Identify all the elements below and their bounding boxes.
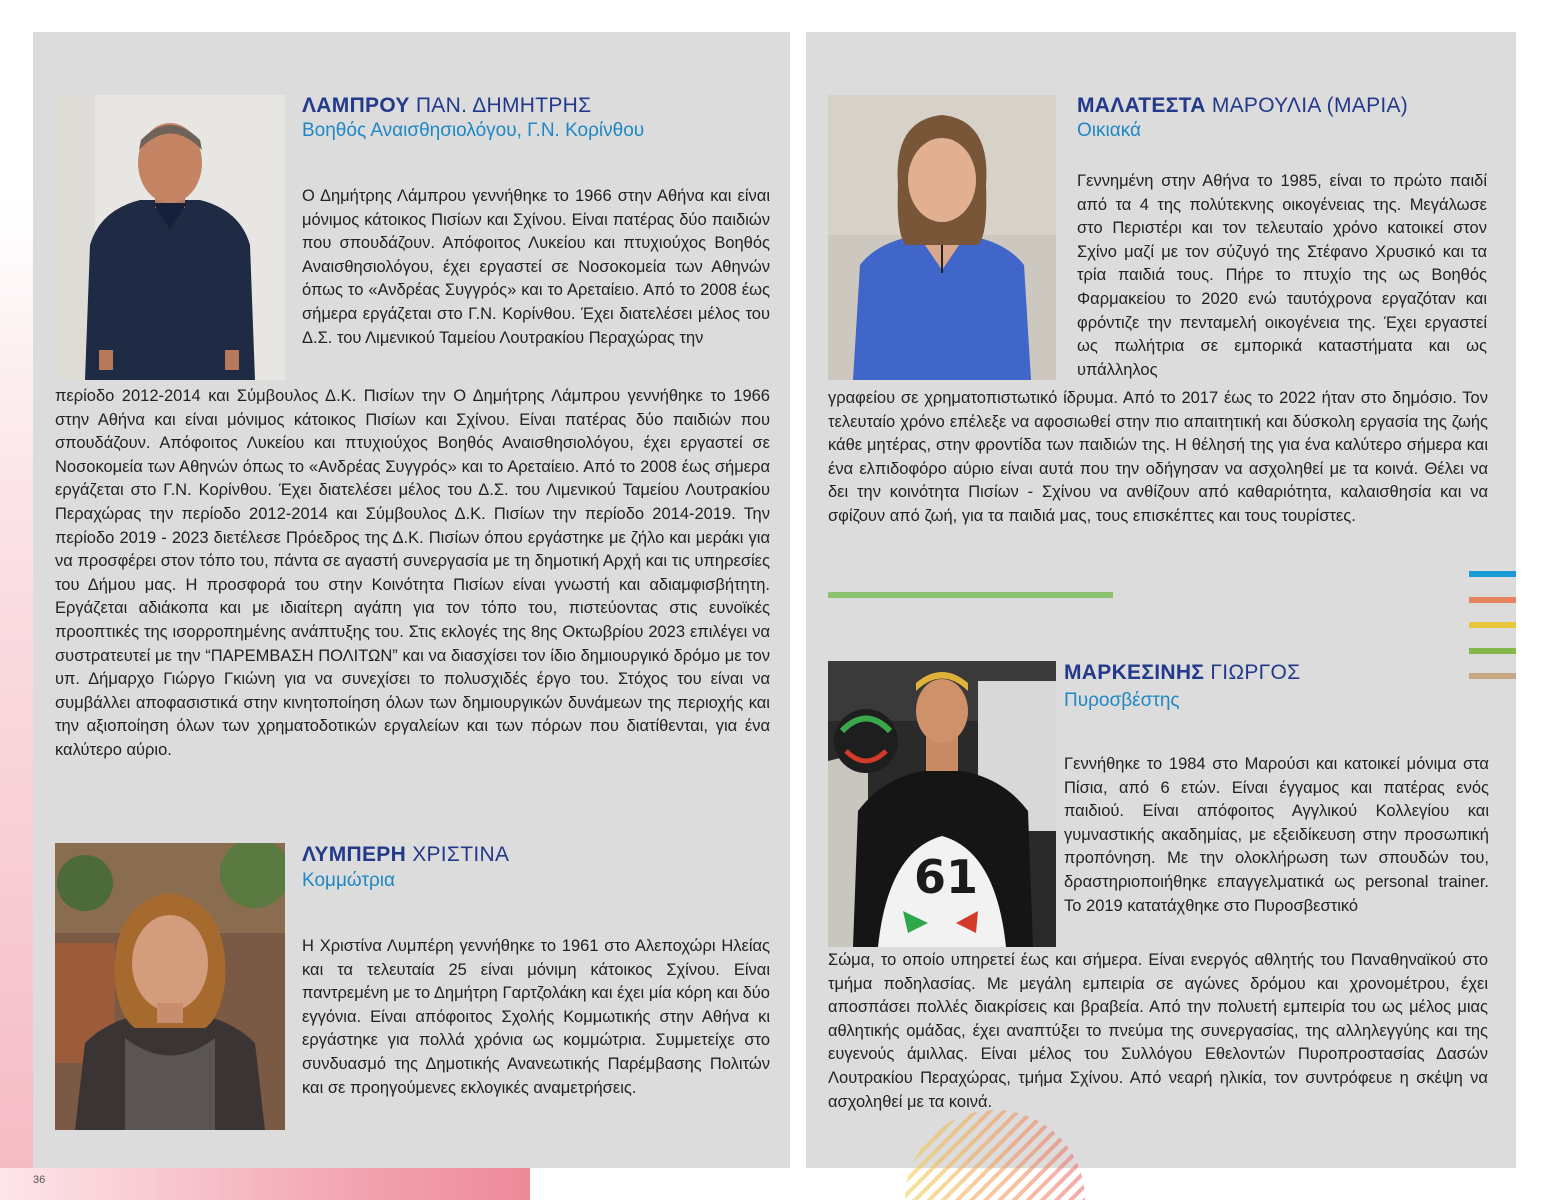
- bio-line: εξειδίκευση στην προσωπική προπόνηση. Με την: [1064, 825, 1489, 868]
- portrait-malatesta: [828, 95, 1056, 380]
- accent-line-blue: [1469, 571, 1516, 577]
- bio-line: πολυετή εμπειρία του ως μέλος μιας αθλητικής ομάδας, έχει αναπτύξει το πνεύμα: [828, 998, 1488, 1040]
- bio-line: trainer. Το 2019 κατατάχθηκε στο Πυροσβεστικό: [1064, 872, 1489, 915]
- accent-line-yellow: [1469, 622, 1516, 628]
- bio-line: 2019 - 2023 διετέλεσε Πρόεδρος της Δ.Κ. Πισίων όπου εργάστηκε με ζήλο και μεράκι: [119, 528, 744, 547]
- bio-line: δύσκολη εργασία της ζωής κάθε μητέρας, στην φροντίδα των παιδιών της. Η: [828, 412, 1488, 455]
- profile-role-malatesta: Οικιακά: [1077, 120, 1141, 141]
- bio-line: πωλήτρια σε εμπορικά καταστήματα και ως υπάλληλος: [1077, 337, 1487, 379]
- bio-line: περίοδο 2012-2014 και Σύμβουλος Δ.Κ. Πισίων την Ο Δημήτρης Λάμπρου γεννήθηκε: [55, 387, 703, 405]
- profile-bio-malatesta-continued: [828, 387, 1488, 529]
- portrait-lymperi: [55, 843, 285, 1130]
- profile-role-markesinis: Πυροσβέστης: [1064, 690, 1180, 711]
- bio-line: μόνιμα στα Πίσια, από 6 ετών. Είναι έγγαμος και: [1064, 755, 1489, 797]
- bio-line: Παναθηναϊκού στο τμήμα ποδηλασίας. Με μεγάλη εμπειρία σε αγώνες δρόμου: [828, 951, 1489, 993]
- bio-line: γραφείου σε χρηματοπιστωτικό ίδρυμα. Από το 2017 έως το 2022 ήταν στο: [828, 389, 1387, 407]
- bio-line: ολοκλήρωση των σπουδών του,: [1235, 849, 1489, 868]
- bio-line: πατέρας δύο παιδιών που σπουδάζουν. Απόφοιτος: [302, 210, 770, 253]
- profile-role-lymperi: Κομμώτρια: [302, 870, 395, 891]
- bio-line: περίοδο 2012-2014 και Σύμβουλος Δ.Κ. Πισίων την περίοδο 2014-2019. Την περίοδο: [55, 504, 770, 547]
- bio-line: και είναι μόνιμος κάτοικος Πισίων και Σχίνου. Είναι: [302, 187, 770, 229]
- bio-line: Αναισθησιολόγου, έχει εργαστεί σε Νοσοκομεία των Αθηνών όπως το «Ανδρέας: [55, 434, 770, 476]
- bio-line: τις υπηρεσίες του Δήμου μας. Η προσφορά του στην Κοινότητα Πισίων είναι γνωστή και: [55, 552, 770, 594]
- portrait-markesinis: [828, 661, 1056, 947]
- bio-line: όλων των χρηματοδοτικών εργαλείων και των πόρων που διατίθενται, για ένα: [176, 717, 770, 736]
- bio-line: παιδιών που σπουδάζουν. Απόφοιτος Λυκείου και πτυχιούχος Βοηθός: [55, 410, 770, 453]
- bio-line: Γεννήθηκε το 1984 στο Μαρούσι και κατοικεί: [1064, 755, 1400, 773]
- bio-line: διατελέσει μέλος του Δ.Σ. του Λιμενικού Ταμείου Λουτρακίου Περαχώρας την: [55, 481, 771, 523]
- bio-line: καλύτερο αύριο.: [55, 740, 172, 759]
- section-divider: [828, 592, 1113, 598]
- bio-line: το 1966 στην Αθήνα και είναι μόνιμος κάτοικος Πισίων και Σχίνου. Είναι πατέρας δύο: [55, 387, 770, 429]
- bio-line: εκλογικές αναμετρήσεις.: [460, 1078, 637, 1097]
- bio-line: Συγγρός» και το Αρεταίειο. Από το 2008 έως σήμερα: [302, 281, 770, 323]
- bio-line: κόρη και δύο εγγόνια. Είναι απόφοιτος Σχολής: [302, 984, 770, 1026]
- bio-line: δραστηριοποιήθηκε επαγγελματικά ως personal: [1064, 872, 1429, 891]
- bio-line: Κολλεγίου και γυμναστικής ακαδημίας, με: [1064, 802, 1489, 844]
- bio-line: Δ.Σ. του Λιμενικού Ταμείου Λουτρακίου Περαχώρας την: [302, 328, 704, 347]
- bio-line: Συλλόγου Εθελοντών Πυροπροστασίας Δασών Λουτρακίου Περαχώρας, τμήμα: [828, 1045, 1488, 1087]
- profile-name-lamprou: ΛΑΜΠΡΟΥ ΠΑΝ. ΔΗΜΗΤΡΗΣ: [302, 94, 592, 117]
- profile-name-malatesta: ΜΑΛΑΤΕΣΤΑ ΜΑΡΟΥΛΙΑ (ΜΑΡΙΑ): [1077, 94, 1409, 117]
- bio-line: την οδήγησαν να ασχοληθεί με τα κοινά. Θέλει να δει την κοινότητα Πισίων -: [828, 459, 1488, 502]
- profile-role-lamprou: Βοηθός Αναισθησιολόγου, Γ.Ν. Κορίνθου: [302, 120, 645, 141]
- bio-line: Στέφανο Χρυσικό και τα τρία παιδιά τους. Πήρε το: [1077, 242, 1487, 285]
- profile-bio-lamprou: [302, 185, 770, 350]
- bio-line: πατέρας ενός παιδιού. Είναι απόφοιτος Αγγλικού: [1064, 778, 1489, 821]
- bio-line: Μεγάλωσε στο Περιστέρι και τον τελευταίο χρόνο: [1077, 195, 1487, 238]
- bio-line: Η Χριστίνα Λυμπέρη γεννήθηκε το 1961 στο Αλεποχώρι: [302, 937, 716, 955]
- profile-bio-markesinis: [1064, 753, 1489, 918]
- bio-line: εργάζεται στο Γ.Ν. Κορίνθου. Έχει διατελέσει μέλος του: [362, 304, 770, 323]
- bio-line: κινητοποίηση όλων των δημιουργικών δυνάμεων της περιοχής και την αξιοποίηση: [55, 693, 770, 736]
- profile-bio-lamprou-continued: [55, 385, 770, 763]
- bio-line: ταυτόχρονα εργαζόταν και φρόντιζε την: [1077, 289, 1487, 332]
- bio-line: ως κομμώτρια. Συμμετείχε στο συνδυασμό της Δημοτικής: [302, 1031, 771, 1073]
- page-number: 36: [33, 1174, 46, 1186]
- bio-line: Ηλείας και τα τελευταία 25 είναι μόνιμη κάτοικος Σχίνου.: [302, 937, 770, 979]
- accent-line-green: [1469, 648, 1516, 654]
- bio-line: συνεχίσει το πολυσχιδές έργο του. Στόχος του είναι να συμβάλλει αποφασιστικά στην: [55, 670, 770, 712]
- accent-line-tan: [1469, 673, 1516, 679]
- decorative-pink-footer: [0, 1168, 530, 1200]
- bio-line: θέλησή της για ένα καλύτερο σήμερα και ένα ελπιδοφόρο αύριο είναι αυτά που: [828, 436, 1489, 478]
- bio-line: παιδί από τα 4 της πολύτεκνης οικογένειας της.: [1077, 172, 1487, 214]
- profile-name-lymperi: ΛΥΜΠΕΡΗ ΧΡΙΣΤΙΝΑ: [302, 843, 510, 866]
- portrait-lamprou: [55, 95, 285, 380]
- bio-line: αδιαμφισβήτητη. Εργάζεται αδιάκοπα και με ιδιαίτερη αγάπη για τον τόπο του,: [55, 575, 770, 618]
- decorative-striped-arc: [900, 1085, 1090, 1200]
- bio-line: εργαστεί σε Νοσοκομεία των Αθηνών όπως το «Ανδρέας: [302, 257, 771, 300]
- bio-line: Σώμα, το οποίο υπηρετεί έως και σήμερα. Είναι ενεργός αθλητής του: [828, 951, 1345, 969]
- bio-line: Γεννημένη στην Αθήνα το 1985, είναι το πρώτο: [1077, 172, 1442, 190]
- bio-line: για να προσφέρει στον τόπο του, πάντα σε αγαστή συνεργασία με τη δημοτική Αρχή και: [55, 528, 770, 571]
- bio-line: της συνεργασίας, της αλληλεγγύης και της ευγενούς άμιλλας. Είναι μέλος του: [828, 1021, 1489, 1064]
- bio-line: Λυκείου και πτυχιούχος Βοηθός Αναισθησιολόγου, έχει: [302, 234, 770, 276]
- bio-line: και χρονομέτρου, έχει αποσπάσει πολλές διακρίσεις και βραβεία. Από την: [828, 974, 1488, 1017]
- bio-line: πτυχίο της ως Βοηθός Φαρμακείου το 2020 ενώ: [1077, 266, 1487, 308]
- svg-text:61: 61: [914, 850, 979, 904]
- bio-line: να διασχίσει τον ίδιο δημιουργικό δρόμο με τον υπ. Δήμαρχο Γιώργο Γκιώνη για να: [55, 646, 771, 689]
- bio-line: Ο Δημήτρης Λάμπρου γεννήθηκε το 1966 στην Αθήνα: [302, 187, 705, 205]
- accent-line-orange: [1469, 597, 1516, 603]
- bio-line: Συγγρός» και το Αρεταίειο. Από το 2008 έως σήμερα εργάζεται στο Γ.Ν. Κορίνθου. Έχει: [55, 457, 770, 500]
- decorative-pink-band: [0, 200, 34, 1200]
- bio-line: πενταμελή οικογένεια της. Έχει εργαστεί ως: [1077, 313, 1487, 356]
- bio-line: δημόσιο. Τον τελευταίο χρόνο επέλεξε να αφοσιωθεί στην πιο απαιτητική και: [828, 389, 1488, 431]
- bio-line: Σχίνου να ανθίζουν από καθαριότητα, καλαισθησία και να σφίζουν από ζωή, για: [828, 483, 1488, 525]
- profile-bio-lymperi: [302, 935, 770, 1100]
- bio-line: Είναι παντρεμένη με το Δημήτρη Γαρτζολάκη και έχει μία: [302, 960, 770, 1003]
- bio-line: τα παιδιά μας, τους επισκέπτες και τους τουρίστες.: [987, 506, 1356, 525]
- profile-name-markesinis: ΜΑΡΚΕΣΙΝΗΣ ΓΙΩΡΓΟΣ: [1064, 661, 1301, 684]
- bio-line: κατοικεί στον Σχίνο μαζί με τον σύζυγό της: [1077, 219, 1487, 261]
- bio-line: Ανανεωτικής Παρέμβασης Πολιτών και σε προηγούμενες: [302, 1054, 770, 1097]
- bio-line: πιστεύοντας στις ευνοϊκές προοπτικές της ισορροπημένης ανάπτυξης του. Στις εκλογές: [55, 599, 770, 641]
- profile-bio-malatesta: [1077, 170, 1487, 382]
- bio-line: της 8ης Οκτωβρίου 2023 επιλέγει να συστρατευτεί με την “ΠΑΡΕΜΒΑΣΗ ΠΟΛΙΤΩΝ” και: [55, 622, 770, 665]
- bio-line: Κομμωτικής στην Αθήνα κι εργάστηκε για πολλά χρόνια: [302, 1007, 770, 1050]
- bio-line: Σχίνου. Από νεαρή ηλικία, τον συντρόφευε η σκέψη να ασχοληθεί με τα κοινά.: [828, 1068, 1488, 1111]
